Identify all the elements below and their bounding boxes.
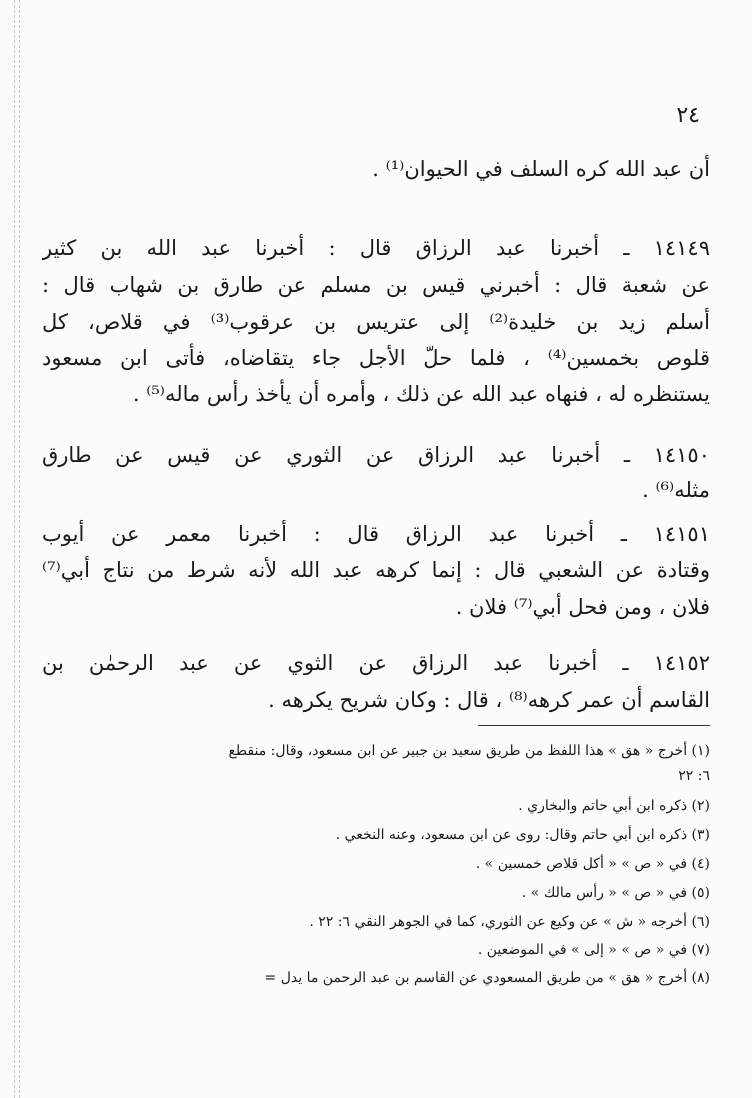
footnote-6: (٦) أخرجه « ش » عن وكيع عن الثوري، كما في الجوهر النقي ٦: ٢٢ . — [309, 914, 710, 930]
footnote-1: (١) أخرج « هق » هذا اللفظ من طريق سعيد بن جبير عن ابن مسعود، وقال: منقطع — [228, 743, 710, 759]
book-page — [42, 0, 710, 1098]
hadith-14149-line-2: عن شعبة قال : أخبرني قيس بن مسلم عن طارق بن شهاب قال : — [42, 273, 710, 297]
footnote-7: (٧) في « ص » « إلى » في الموضعين . — [477, 942, 710, 958]
intro-line: أن عبد الله كره السلف في الحيوان⁽¹⁾ . — [372, 157, 710, 181]
hadith-14152-line-1: ١٤١٥٢ ـ أخبرنا عبد الرزاق عن الثوي عن عبد الرحمٰن بن — [42, 651, 710, 675]
hadith-14151-line-3: فلان ، ومن فحل أبي⁽⁷⁾ فلان . — [455, 595, 710, 619]
footnote-4: (٤) في « ص » « أكل قلاص خمسين » . — [475, 856, 710, 872]
hadith-14149-line-5: يستنظره له ، فنهاه عبد الله عن ذلك ، وأمره أن يأخذ رأس ماله⁽⁵⁾ . — [132, 382, 710, 406]
hadith-14149-line-3: أسلم زيد بن خليدة⁽²⁾ إلى عتريس بن عرقوب⁽³⁾ في قلاص، كل — [42, 310, 710, 334]
footnote-5: (٥) في « ص » « رأس مالك » . — [521, 885, 710, 901]
footnote-3: (٣) ذكره ابن أبي حاتم وقال: روى عن ابن مسعود، وعنه النخعي . — [335, 827, 710, 843]
hadith-14151-line-2: وقتادة عن الشعبي قال : إنما كرهه عبد الله لأنه شرط من نتاج أبي⁽⁷⁾ — [42, 558, 710, 582]
page-number: ٢٤ — [676, 103, 700, 128]
margin-rule-inner — [19, 0, 20, 1098]
hadith-14149-line-1: ١٤١٤٩ ـ أخبرنا عبد الرزاق قال : أخبرنا عبد الله بن كثير — [42, 236, 710, 260]
footnote-1-continuation: ٦: ٢٢ — [678, 768, 710, 784]
footnote-separator — [478, 725, 710, 726]
hadith-14150-line-1: ١٤١٥٠ ـ أخبرنا عبد الرزاق عن الثوري عن قيس عن طارق — [42, 443, 710, 467]
hadith-14150-line-2: مثله⁽⁶⁾ . — [642, 478, 710, 502]
hadith-14149-line-4: قلوص بخمسين⁽⁴⁾ ، فلما حلّ الأجل جاء يتقاضاه، فأتى ابن مسعود — [42, 346, 710, 370]
hadith-14151-line-1: ١٤١٥١ ـ أخبرنا عبد الرزاق قال : أخبرنا معمر عن أيوب — [42, 522, 710, 546]
margin-rule-outer — [14, 0, 15, 1098]
hadith-14152-line-2: القاسم أن عمر كرهه⁽⁸⁾ ، قال : وكان شريح يكرهه . — [268, 688, 710, 712]
footnote-2: (٢) ذكره ابن أبي حاتم والبخاري . — [518, 798, 710, 814]
footnote-8: (٨) أخرج « هق » من طريق المسعودي عن القاسم بن عبد الرحمن ما يدل = — [264, 970, 710, 986]
